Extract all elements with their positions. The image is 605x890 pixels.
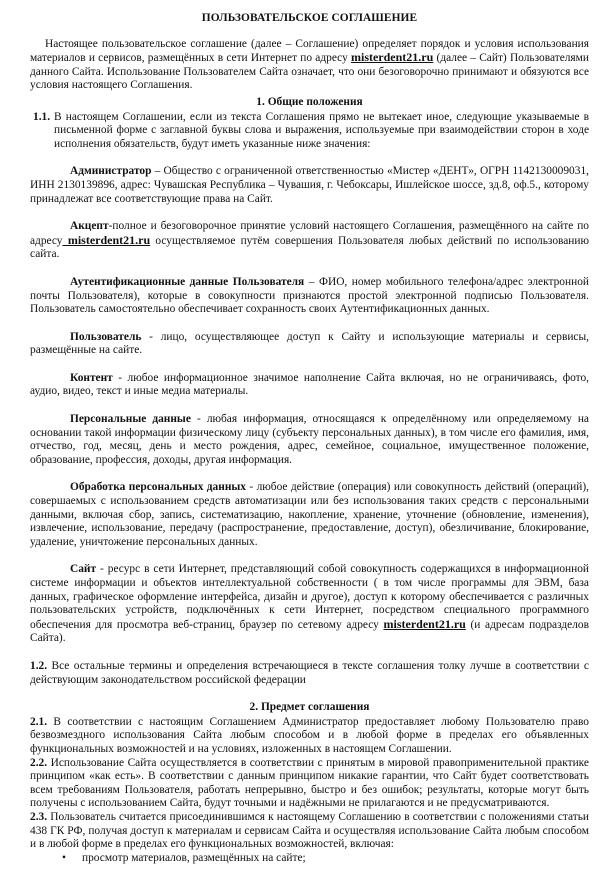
term-auth-data: Аутентификационные данные Пользователя xyxy=(70,275,305,288)
site-address-link[interactable]: misterdent21.ru xyxy=(350,50,434,65)
clause-1-1-number: 1.1. xyxy=(33,110,51,123)
definition-text: – ФИО, номер мобильного телефона/адрес электронной почты Пользователя), которые в совокупности признаются простой электронной подписью Пользователя. Пользователь самостоятельно обеспечивает сохранность своих Аутентификационных данных. xyxy=(30,275,589,316)
intro-paragraph xyxy=(30,38,589,93)
clause-2-1-number: 2.1. xyxy=(30,715,48,728)
clause-2-3-text: Пользователь считается присоединившимся к настоящему Соглашению в соответствии с положениями статьи 438 ГК РФ, получая доступ к материалам и сервисам Сайта и осуществляя использование Сайта любым способом и в любой форме в пределах его функциональных возможностей, включая: xyxy=(30,810,589,851)
definition-text: -полное и безоговорочное принятие условий настоящего Соглашения, размещённого на сайте по адресу xyxy=(30,220,589,247)
definition-processing xyxy=(30,481,589,549)
clause-1-2-text: Все остальные термины и определения встречающиеся в тексте соглашения толку лучше в соответствии с действующим законодательством российской федерации xyxy=(30,659,589,686)
definition-text: - любое действие (операция) или совокупность действий (операций), совершаемых с использованием средств автоматизации или без использования таких средств с персональными данными, включая сбор, запись, систематизацию, накопление, хранение, уточнение (обновление, изменения), извлечение, использование, передачу (распространение, предоставление, доступ), обезличивание, блокирование, удаление, уничтожение персональных данных. xyxy=(30,481,589,548)
clause-1-1 xyxy=(30,111,589,152)
clause-1-1-text: В настоящем Соглашении, если из текста Соглашения прямо не вытекает иное, следующие указываемые в письменной форме с заглавной буквы слова и выражения, используемые при взаимодействии сторон в ходе исполнения обязательств, будут иметь указанные ниже значения: xyxy=(54,110,589,150)
definition-text: - ресурс в сети Интернет, представляющий собой совокупность содержащихся в информационной системе информации и объектов интеллектуальной собственности ( в том числе программы для ЭВМ, база данных, графическое оформление интерфейса, дизайн и другое), доступ к которому обеспечивается с различных пользовательских устройств, подключённых к сети Интернет, посредством специального программного обеспечения для просмотра веб-страниц, браузер по сетевому адресу xyxy=(30,563,589,631)
clause-2-3 xyxy=(30,811,589,852)
term-user: Пользователь xyxy=(70,330,142,343)
definition-personal-data xyxy=(30,413,589,467)
definition-site xyxy=(30,563,589,646)
list-item: • просмотр материалов, размещённых на сайте; xyxy=(82,852,589,866)
clause-1-2-number: 1.2. xyxy=(30,659,48,672)
clause-2-3-list xyxy=(30,852,589,866)
definition-text: - лицо, осуществляющее доступ к Сайту и использующие материалы и сервисы, размещённые на сайте. xyxy=(30,330,589,357)
term-administrator: Администратор xyxy=(70,165,152,178)
definition-content xyxy=(30,372,589,399)
clause-2-1 xyxy=(30,716,589,757)
clause-2-2 xyxy=(30,757,589,811)
term-processing: Обработка персональных данных xyxy=(70,481,246,494)
document-title: ПОЛЬЗОВАТЕЛЬСКОЕ СОГЛАШЕНИЕ xyxy=(201,12,418,24)
section-1-title: 1. Общие положения xyxy=(256,95,363,108)
definition-accept xyxy=(30,220,589,262)
site-address-link[interactable]: misterdent21.ru xyxy=(383,616,466,631)
clause-1-2 xyxy=(30,660,589,687)
term-content: Контент xyxy=(70,371,113,384)
site-address-link[interactable]: misterdent21.ru xyxy=(62,232,151,247)
clause-2-3-number: 2.3. xyxy=(30,810,48,823)
term-accept: Акцепт xyxy=(70,220,109,233)
clause-2-2-text: Использование Сайта осуществляется в соответствии с принятым в мировой правоприменительной практике принципом «как есть». В соответствии с данным принципом никакие гарантии, что Сайт будет соответствовать всем требованиям Пользователя, работать непрерывно, быстро и без ошибок; результаты, которые могут быть получены с использованием Сайта, будут точными и надёжными не прилагаются и не предусматриваются. xyxy=(30,756,589,810)
definition-text: осуществляемое путём совершения Пользователя любых действий по использованию сайта. xyxy=(30,234,589,261)
definition-text: (и адресам подразделов Сайта). xyxy=(30,618,589,645)
definition-administrator xyxy=(30,165,589,206)
term-site: Сайт xyxy=(70,563,97,576)
definition-text: - любое информационное значимое наполнение Сайта включая, но не ограничиваясь, фото, аудио, видео, текст и иные медиа материалы. xyxy=(30,371,589,398)
definition-text: - любая информация, относящаяся к определённому или определяемому на основании такой информации физическому лицу (субъекту персональных данных), в том числе его фамилия, имя, отчество, год, месяц, день и место рождения, адрес, семейное, социальное, имущественное положение, образование, профессия, доходы, другая информация. xyxy=(30,413,589,466)
intro-text-end: (далее – Сайт) Пользователями данного Сайта. Использование Пользователем Сайта означает, что они безоговорочно принимают и обязуются все условия настоящего Соглашения. xyxy=(30,52,589,92)
term-personal-data: Персональные данные xyxy=(70,413,191,426)
definition-auth-data xyxy=(30,276,589,317)
intro-text-start: Настоящее пользовательское соглашение (далее – Соглашение) определяет порядок и условия использования материалов и сервисов, размещённых в сети Интернет по адресу xyxy=(30,37,589,65)
definition-user xyxy=(30,331,589,358)
clause-2-1-text: В соответствии с настоящим Соглашением Администратор предоставляет любому Пользователю право безвозмездного использования Сайта любым способом и в любой форме в пределах его объявленных функциональных возможностей и на условиях, изложенных в настоящем Соглашении. xyxy=(30,715,589,755)
section-2-title: 2. Предмет соглашения xyxy=(249,701,370,714)
definition-text: – Общество с ограниченной ответственностью «Мистер «ДЕНТ», ОГРН 1142130009031, ИНН 2130139896, адрес: Чувашская Республика – Чувашия, г. Чебоксары, Ишлейское шоссе, зд.8, оф.5., которому принадлежат все соответствующие права на Сайт. xyxy=(30,165,589,205)
clause-2-2-number: 2.2. xyxy=(30,756,48,769)
